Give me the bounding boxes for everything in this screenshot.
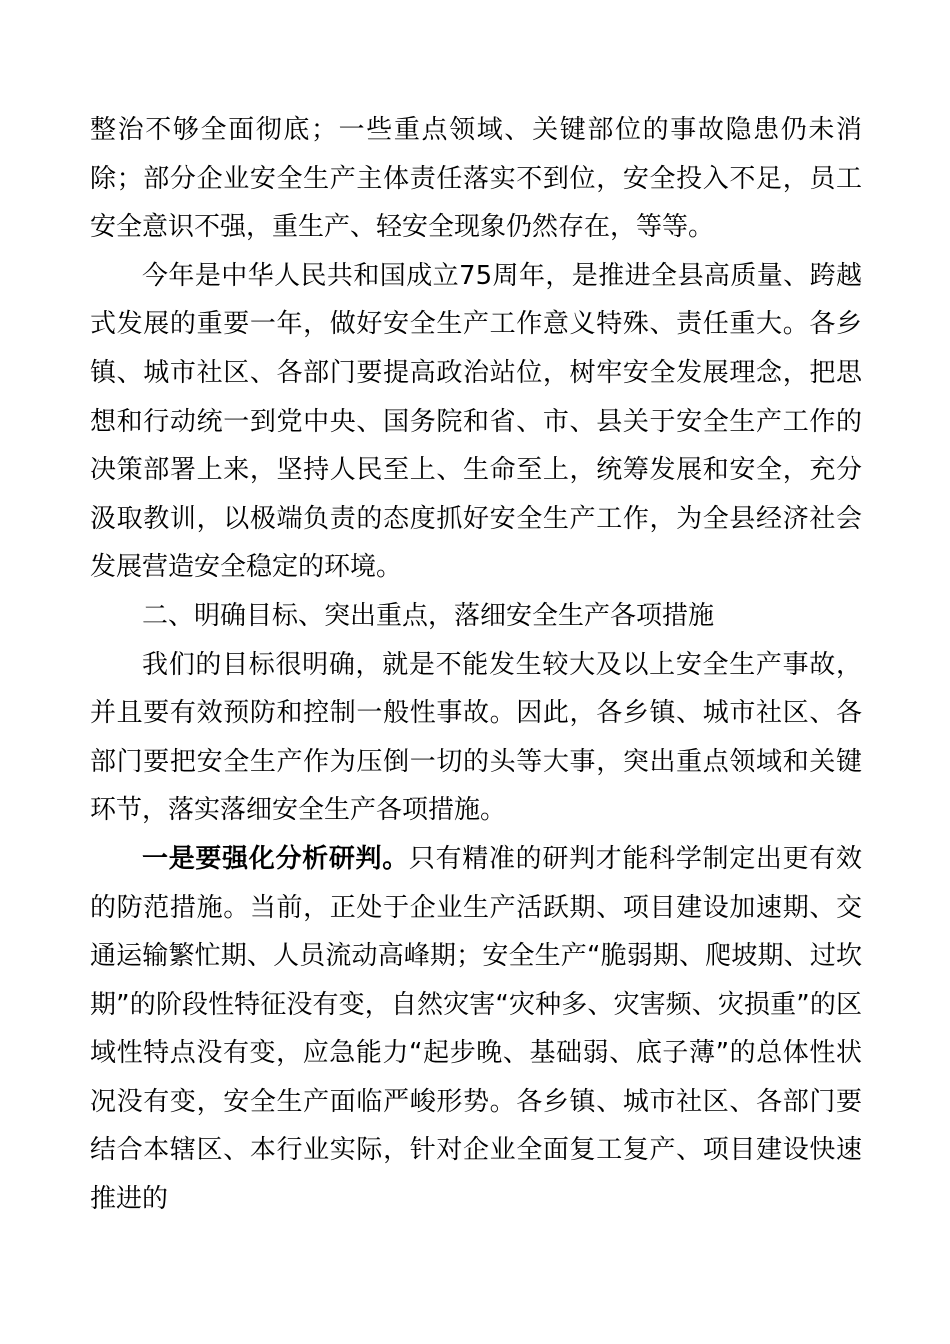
paragraph-continuation: 整治不够全面彻底；一些重点领域、关键部位的事故隐患仍未消除；部分企业安全生产主体责任落实不到位，安全投入不足，员工安全意识不强，重生产、轻安全现象仍然存在，等等。 (90, 115, 862, 243)
section-heading-two: 二、明确目标、突出重点，落细安全生产各项措施 (142, 600, 715, 631)
point-one-lead: 一是要强化分析研判。 (142, 843, 409, 874)
point-one-text: 只有精准的研判才能科学制定出更有效的防范措施。当前，正处于企业生产活跃期、项目建设加速期、交通运输繁忙期、人员流动高峰期；安全生产“脆弱期、爬坡期、过坎期”的阶段性特征没有变，自然灾害“灾种多、灾害频、灾损重”的区域性特点没有变，应急能力“起步晚、基础弱、底子薄”的总体性状况没有变，安全生产面临严峻形势。各乡镇、城市社区、各部门要结合本辖区、本行业实际，针对企业全面复工复产、项目建设快速推进的 (90, 843, 862, 1215)
paragraph-goals: 我们的目标很明确，就是不能发生较大及以上安全生产事故，并且要有效预防和控制一般性事故。因此，各乡镇、城市社区、各部门要把安全生产作为压倒一切的头等大事，突出重点领域和关键环节，落实落细安全生产各项措施。 (90, 649, 862, 826)
paragraph-point-one (90, 835, 862, 1224)
paragraph-anniversary: 今年是中华人民共和国成立75周年，是推进全县高质量、跨越式发展的重要一年，做好安全生产工作意义特殊、责任重大。各乡镇、城市社区、各部门要提高政治站位，树牢安全发展理念，把思想和行动统一到党中央、国务院和省、市、县关于安全生产工作的决策部署上来，坚持人民至上、生命至上，统筹发展和安全，充分汲取教训，以极端负责的态度抓好安全生产工作，为全县经济社会发展营造安全稳定的环境。 (90, 260, 862, 583)
document-body (90, 106, 862, 1224)
